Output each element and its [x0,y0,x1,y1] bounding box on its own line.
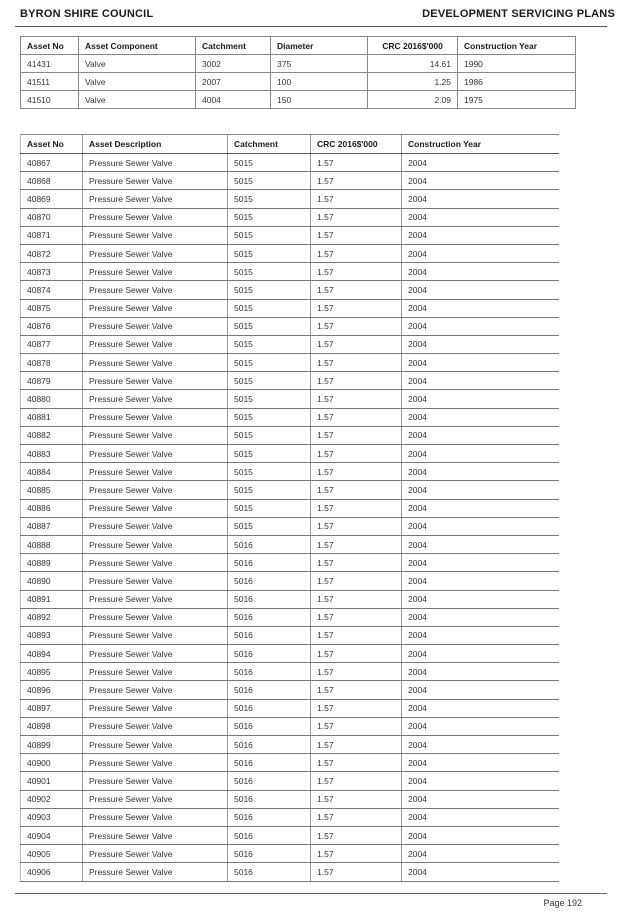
table-cell: 2004 [402,826,559,844]
table-cell: Pressure Sewer Valve [83,790,228,808]
table-cell: 5015 [228,408,311,426]
table-cell: Pressure Sewer Valve [83,372,228,390]
table-cell: Pressure Sewer Valve [83,463,228,481]
table-cell: 1.57 [311,172,402,190]
table-cell: 2007 [196,73,271,91]
table-cell: 40872 [21,244,83,262]
page-number: Page 192 [543,898,582,908]
table-cell: 40895 [21,663,83,681]
table-cell: 5015 [228,281,311,299]
table-cell: Pressure Sewer Valve [83,154,228,172]
table-cell: 1.57 [311,335,402,353]
table-cell: Pressure Sewer Valve [83,408,228,426]
table-cell: Pressure Sewer Valve [83,535,228,553]
table-cell: 41511 [21,73,79,91]
table-cell: 5016 [228,790,311,808]
table-cell: 1990 [458,55,576,73]
table-cell: 1.57 [311,608,402,626]
table-cell: 2004 [402,608,559,626]
table-cell: 40900 [21,754,83,772]
table-cell: 5016 [228,717,311,735]
table-row [21,55,576,73]
table-row [21,736,559,754]
table-cell: Pressure Sewer Valve [83,244,228,262]
table-cell: 5015 [228,208,311,226]
table-cell: Pressure Sewer Valve [83,863,228,881]
table-header-row [21,37,576,55]
table-cell: 40892 [21,608,83,626]
table-cell: Pressure Sewer Valve [83,517,228,535]
table-row [21,445,559,463]
table-cell: 40896 [21,681,83,699]
table-cell: 1.57 [311,390,402,408]
table-row [21,190,559,208]
table-row [21,426,559,444]
table-cell: 2004 [402,208,559,226]
table-cell: 40891 [21,590,83,608]
table-cell: 150 [271,91,368,109]
table-cell: 5016 [228,699,311,717]
table-cell: 2004 [402,154,559,172]
table-cell: 1.57 [311,244,402,262]
table-cell: 5015 [228,317,311,335]
table-row [21,154,559,172]
table-cell: 5016 [228,608,311,626]
table-row [21,499,559,517]
table-cell: Pressure Sewer Valve [83,281,228,299]
table-cell: 2004 [402,681,559,699]
table-cell: 40871 [21,226,83,244]
table-cell: 1.57 [311,772,402,790]
table-cell: 40893 [21,626,83,644]
table-cell: 40869 [21,190,83,208]
table-cell: 2004 [402,244,559,262]
table-cell: 5015 [228,499,311,517]
table-cell: 5015 [228,335,311,353]
table-cell: 40870 [21,208,83,226]
footer-divider [15,893,607,894]
table-cell: 2004 [402,808,559,826]
table-row [21,408,559,426]
table-cell: 40890 [21,572,83,590]
table-cell: 1.57 [311,645,402,663]
column-header: Asset No [21,135,83,154]
table-cell: 2004 [402,426,559,444]
table-cell: Valve [79,55,196,73]
table-cell: Pressure Sewer Valve [83,390,228,408]
table-cell: 1.57 [311,535,402,553]
table-cell: Pressure Sewer Valve [83,299,228,317]
column-header: Catchment [196,37,271,55]
table-cell: Valve [79,91,196,109]
table-cell: 5016 [228,863,311,881]
table-cell: 2004 [402,590,559,608]
table-cell: 5015 [228,463,311,481]
table-cell: 2004 [402,408,559,426]
table-cell: Pressure Sewer Valve [83,263,228,281]
table-row [21,572,559,590]
table-cell: 1.57 [311,154,402,172]
table-row [21,91,576,109]
table-cell: Pressure Sewer Valve [83,590,228,608]
column-header: Asset Description [83,135,228,154]
table-cell: 2004 [402,535,559,553]
table-cell: 5016 [228,736,311,754]
table-cell: 14.61 [368,55,458,73]
table-row [21,808,559,826]
table-row [21,226,559,244]
table-cell: Pressure Sewer Valve [83,172,228,190]
table-row [21,699,559,717]
table-cell: 1.57 [311,499,402,517]
table-cell: 2004 [402,645,559,663]
table-cell: 5015 [228,154,311,172]
table-row [21,244,559,262]
table-row [21,790,559,808]
table-row [21,172,559,190]
table-cell: 1.57 [311,226,402,244]
table-cell: 40867 [21,154,83,172]
table-cell: 1.57 [311,445,402,463]
table-cell: 2004 [402,572,559,590]
table-cell: 5016 [228,590,311,608]
table-cell: 5016 [228,772,311,790]
table-row [21,73,576,91]
table-cell: 40882 [21,426,83,444]
table-row [21,717,559,735]
table-cell: Pressure Sewer Valve [83,772,228,790]
asset-component-table [20,36,576,109]
table-cell: 40879 [21,372,83,390]
table-cell: 5016 [228,808,311,826]
table-cell: 5015 [228,372,311,390]
table-cell: 40873 [21,263,83,281]
table-cell: 40875 [21,299,83,317]
table-cell: 2004 [402,481,559,499]
table-cell: 5016 [228,645,311,663]
document-title: DEVELOPMENT SERVICING PLANS [422,8,615,20]
table-cell: 40880 [21,390,83,408]
table-cell: 1.57 [311,208,402,226]
header-divider [15,26,607,27]
table-cell: 5015 [228,426,311,444]
table-cell: 5015 [228,481,311,499]
table-cell: 2004 [402,390,559,408]
table-cell: 5016 [228,826,311,844]
table-cell: 1.57 [311,626,402,644]
table-cell: 1.57 [311,263,402,281]
table-cell: 40888 [21,535,83,553]
table-row [21,826,559,844]
table-cell: 1.57 [311,481,402,499]
table-row [21,317,559,335]
table-cell: 1.57 [311,354,402,372]
table-row [21,772,559,790]
table-cell: 2004 [402,626,559,644]
column-header: Diameter [271,37,368,55]
table-row [21,845,559,863]
table-cell: 1.57 [311,408,402,426]
table-cell: Pressure Sewer Valve [83,663,228,681]
table-cell: 2004 [402,663,559,681]
table-cell: 40898 [21,717,83,735]
table-cell: Valve [79,73,196,91]
pressure-sewer-valve-table [20,134,559,882]
table-cell: 2004 [402,699,559,717]
table-row [21,645,559,663]
table-row [21,554,559,572]
table-cell: 41431 [21,55,79,73]
table-cell: 40878 [21,354,83,372]
table-cell: 2.09 [368,91,458,109]
table-cell: 2004 [402,335,559,353]
table-cell: 5015 [228,354,311,372]
table-cell: 40877 [21,335,83,353]
table-cell: 2004 [402,172,559,190]
table-cell: 5015 [228,263,311,281]
table-cell: 2004 [402,717,559,735]
table-cell: 40884 [21,463,83,481]
table-cell: 40905 [21,845,83,863]
column-header: CRC 2016$'000 [311,135,402,154]
table-cell: 2004 [402,226,559,244]
table-cell: Pressure Sewer Valve [83,681,228,699]
table-cell: 1.57 [311,808,402,826]
table-cell: 2004 [402,772,559,790]
table-row [21,626,559,644]
table-cell: 2004 [402,845,559,863]
table-cell: 1.57 [311,590,402,608]
table-cell: 40881 [21,408,83,426]
table-cell: Pressure Sewer Valve [83,190,228,208]
table-cell: 2004 [402,445,559,463]
table-cell: 2004 [402,863,559,881]
table-cell: 2004 [402,281,559,299]
table-cell: Pressure Sewer Valve [83,826,228,844]
table-cell: 40886 [21,499,83,517]
table-cell: 2004 [402,317,559,335]
table-cell: 40897 [21,699,83,717]
table-cell: Pressure Sewer Valve [83,717,228,735]
table-row [21,481,559,499]
table-cell: Pressure Sewer Valve [83,426,228,444]
table-cell: 5016 [228,845,311,863]
column-header: Asset Component [79,37,196,55]
table-cell: 1.57 [311,736,402,754]
table-cell: 5016 [228,626,311,644]
table-cell: 5015 [228,172,311,190]
table-row [21,463,559,481]
table-cell: 40901 [21,772,83,790]
table-cell: Pressure Sewer Valve [83,554,228,572]
table-cell: 1986 [458,73,576,91]
table-cell: 1.57 [311,845,402,863]
column-header: Asset No [21,37,79,55]
table-cell: Pressure Sewer Valve [83,754,228,772]
table-cell: 2004 [402,554,559,572]
table-row [21,390,559,408]
table-cell: 1.57 [311,826,402,844]
table-cell: 40887 [21,517,83,535]
table-cell: 100 [271,73,368,91]
table-cell: 40876 [21,317,83,335]
table-cell: 2004 [402,463,559,481]
table-cell: 1.57 [311,190,402,208]
table-cell: Pressure Sewer Valve [83,354,228,372]
table-cell: 5015 [228,299,311,317]
table-cell: 1.57 [311,863,402,881]
table-row [21,263,559,281]
table-cell: 2004 [402,790,559,808]
table-cell: 5016 [228,554,311,572]
table-cell: 1.57 [311,463,402,481]
table-cell: 1.57 [311,372,402,390]
table-cell: 5016 [228,663,311,681]
table-cell: 1975 [458,91,576,109]
table-row [21,354,559,372]
table-cell: Pressure Sewer Valve [83,317,228,335]
table-row [21,663,559,681]
table-cell: Pressure Sewer Valve [83,608,228,626]
table-cell: 5015 [228,517,311,535]
table-row [21,281,559,299]
table-cell: 5015 [228,445,311,463]
table-row [21,208,559,226]
table-cell: Pressure Sewer Valve [83,481,228,499]
table-row [21,535,559,553]
table-cell: 40868 [21,172,83,190]
table-cell: 5016 [228,754,311,772]
table-row [21,299,559,317]
table-cell: 40874 [21,281,83,299]
table-cell: 1.57 [311,663,402,681]
table-row [21,590,559,608]
table-row [21,754,559,772]
table-cell: Pressure Sewer Valve [83,626,228,644]
table-row [21,517,559,535]
table-header-row [21,135,559,154]
table-cell: 5016 [228,572,311,590]
table-row [21,863,559,881]
table-cell: 5016 [228,535,311,553]
table-cell: 5015 [228,190,311,208]
table-cell: Pressure Sewer Valve [83,699,228,717]
table-cell: 1.25 [368,73,458,91]
table-row [21,681,559,699]
table-cell: 2004 [402,299,559,317]
column-header: Construction Year [402,135,559,154]
table-cell: Pressure Sewer Valve [83,499,228,517]
table-cell: 5015 [228,390,311,408]
table-cell: 40903 [21,808,83,826]
page-header [20,6,615,24]
table-cell: 40902 [21,790,83,808]
table-cell: 2004 [402,736,559,754]
table-cell: 1.57 [311,699,402,717]
table-cell: 41510 [21,91,79,109]
column-header: Catchment [228,135,311,154]
table-cell: 3002 [196,55,271,73]
table-cell: Pressure Sewer Valve [83,645,228,663]
table-cell: 1.57 [311,572,402,590]
table-cell: Pressure Sewer Valve [83,572,228,590]
table-cell: 1.57 [311,426,402,444]
table-cell: 1.57 [311,317,402,335]
table-cell: 5015 [228,244,311,262]
table-cell: 5015 [228,226,311,244]
table-cell: 1.57 [311,717,402,735]
table-cell: Pressure Sewer Valve [83,808,228,826]
table-cell: 2004 [402,517,559,535]
table-cell: 1.57 [311,681,402,699]
table-cell: 1.57 [311,299,402,317]
table-cell: 40904 [21,826,83,844]
table-cell: 40906 [21,863,83,881]
table-cell: 375 [271,55,368,73]
table-cell: 5016 [228,681,311,699]
table-row [21,608,559,626]
table-cell: 2004 [402,263,559,281]
council-name: BYRON SHIRE COUNCIL [20,8,154,20]
table-cell: 1.57 [311,554,402,572]
table-cell: 1.57 [311,281,402,299]
table-cell: Pressure Sewer Valve [83,736,228,754]
table-cell: 2004 [402,354,559,372]
table-cell: 1.57 [311,790,402,808]
table-cell: 2004 [402,190,559,208]
table-cell: 1.57 [311,754,402,772]
table-cell: 40883 [21,445,83,463]
column-header: Construction Year [458,37,576,55]
table-cell: 40889 [21,554,83,572]
table-cell: 40885 [21,481,83,499]
table-row [21,335,559,353]
table-cell: 2004 [402,372,559,390]
table-cell: 2004 [402,499,559,517]
table-cell: Pressure Sewer Valve [83,226,228,244]
table-row [21,372,559,390]
table-cell: 40894 [21,645,83,663]
column-header: CRC 2016$'000 [368,37,458,55]
table-cell: 1.57 [311,517,402,535]
table-cell: Pressure Sewer Valve [83,845,228,863]
table-cell: 40899 [21,736,83,754]
table-cell: Pressure Sewer Valve [83,208,228,226]
table-cell: 2004 [402,754,559,772]
table-cell: Pressure Sewer Valve [83,335,228,353]
table-cell: Pressure Sewer Valve [83,445,228,463]
table-cell: 4004 [196,91,271,109]
